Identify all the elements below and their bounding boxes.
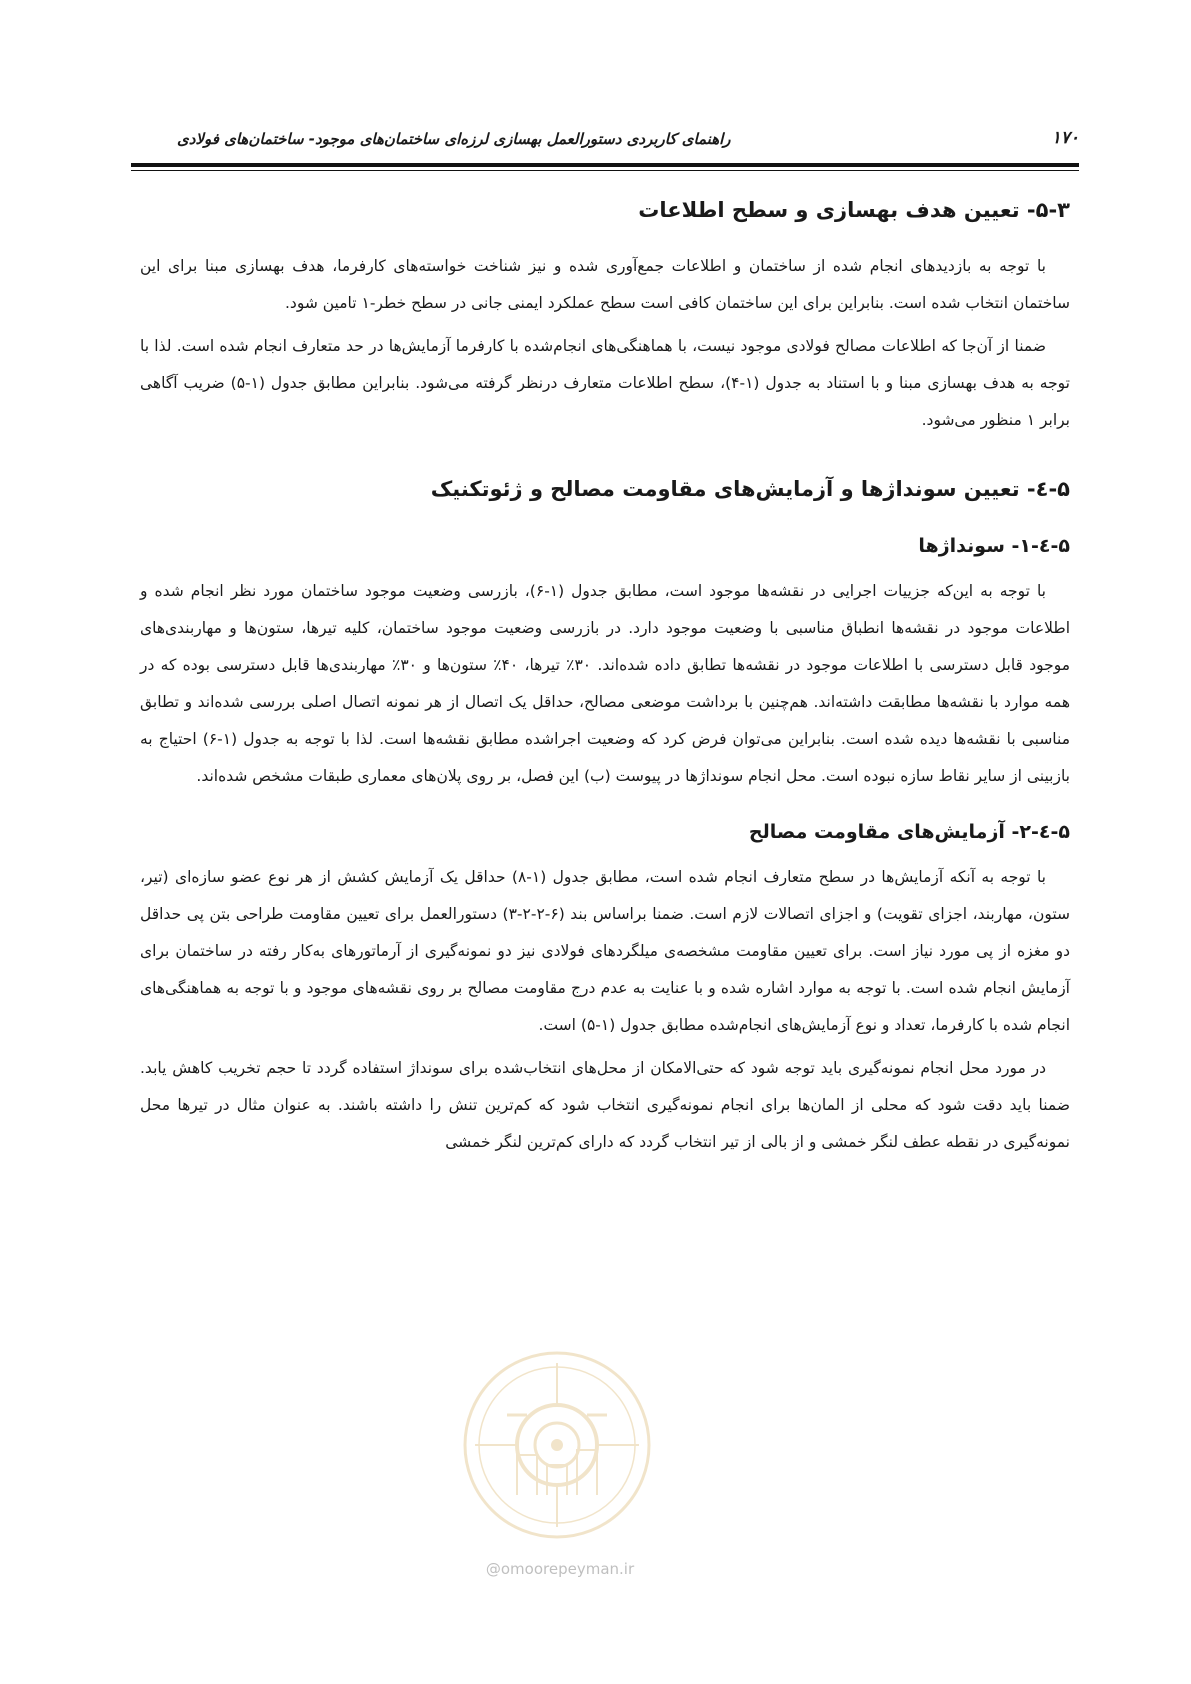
watermark-url: @omoorepeyman.ir xyxy=(485,1560,635,1578)
paragraph: با توجه به این‌که جزییات اجرایی در نقشه‌ها موجود است، مطابق جدول (۱-۶)، بازرسی وضعیت موجود ساختمان مورد نظر انجام شده و اطلاعات موجود در نقشه‌ها انطباق مناسبی با وضعیت موجود دارد. در بازرسی وضعیت موجود ساختمان، کلیه تیرها، ستون‌ها و مهاربندی‌های موجود قابل دسترسی با اطلاعات موجود در نقشه‌ها تطابق داده شده‌اند. ۳۰٪ تیرها، ۴۰٪ ستون‌ها و ۳۰٪ مهاربندی‌ها قابل دسترسی بوده که در همه موارد با نقشه‌ها مطابقت داشته‌اند. هم‌چنین با برداشت موضعی مصالح، حداقل یک اتصال از هر نمونه اتصال اصلی بررسی شده‌اند و تطابق مناسبی با نقشه‌ها دیده شده است. بنابراین می‌توان فرض کرد که وضعیت اجراشده مطابق نقشه‌ها است. لذا با توجه به جدول (۱-۶) احتیاج به بازبینی از سایر نقاط سازه نبوده است. محل انجام سونداژها در پیوست (ب) این فصل، بر روی پلان‌های معماری طبقات مشخص شده‌اند. xyxy=(140,582,1071,785)
paragraph: ضمنا از آن‌جا که اطلاعات مصالح فولادی موجود نیست، با هماهنگی‌های انجام‌شده با کارفرما آزمایش‌ها در حد متعارف انجام شده است. لذا با توجه به هدف بهسازی مبنا و با استناد به جدول (۱-۴)، سطح اطلاعات متعارف درنظر گرفته می‌شود. بنابراین مطابق جدول (۱-۵) ضریب آگاهی برابر ۱ منظور می‌شود. xyxy=(140,337,1070,429)
paragraph: با توجه به آنکه آزمایش‌ها در سطح متعارف انجام شده است، مطابق جدول (۱-۸) حداقل یک آزمایش کشش از هر نوع عضو سازه‌ای (تیر، ستون، مهاربند، اجزای تقویت) و اجزای اتصالات لازم است. ضمنا براساس بند (۶-۲-۲-۳) دستورالعمل برای تعیین مقاومت طراحی بتن پی حداقل دو مغزه از پی مورد نیاز است. برای تعیین مقاومت مشخصه‌ی میلگردهای فولادی نیز دو نمونه‌گیری از آرماتورهای به‌کار رفته در ساختمان برای آزمایش انجام شده است. با توجه به موارد اشاره شده و با عنایت به عدم درج مقاومت مصالح بر روی نقشه‌های موجود و با توجه به هماهنگی‌های انجام شده با کارفرما، تعداد و نوع آزمایش‌های انجام‌شده مطابق جدول (۱-۵) است. xyxy=(140,868,1070,1034)
spacer xyxy=(140,445,1070,461)
paragraph: در مورد محل انجام نمونه‌گیری باید توجه شود که حتی‌الامکان از محل‌های انتخاب‌شده برای سونداژ استفاده گردد تا حجم تخریب کاهش یابد. ضمنا باید دقت شود که محلی از المان‌ها برای انجام نمونه‌گیری انتخاب شود که کم‌ترین تنش را داشته باشند. به عنوان مثال در تیرها محل نمونه‌گیری در نقطه عطف لنگر خمشی و از بالی از تیر انتخاب گردد که دارای کم‌ترین لنگر خمشی xyxy=(140,1059,1070,1151)
running-header-title: راهنمای کاربردی دستورالعمل بهسازی لرزه‌ای ساختمان‌های موجود- ساختمان‌های فولادی xyxy=(177,130,731,148)
subsection-heading-5-4-1: ۵-٤-۱- سونداژها xyxy=(918,535,1070,557)
page-number: ۱۷۰ xyxy=(1051,128,1079,148)
paragraph: با توجه به بازدیدهای انجام شده از ساختمان و اطلاعات جمع‌آوری شده و نیز شناخت خواسته‌های کارفرما، هدف بهسازی مبنا برای این ساختمان انتخاب شده است. بنابراین برای این ساختمان کافی است سطح عملکرد ایمنی جانی در سطح خطر-۱ تامین شود. xyxy=(140,257,1070,312)
page-body xyxy=(140,182,1070,1167)
header-rule-thin xyxy=(131,170,1079,171)
section-heading-5-3: ۵-۳- تعیین هدف بهسازی و سطح اطلاعات xyxy=(638,198,1070,222)
watermark-seal-icon xyxy=(457,1345,657,1545)
subsection-heading-5-4-2: ۵-٤-۲- آزمایش‌های مقاومت مصالح xyxy=(748,821,1070,843)
spacer xyxy=(140,801,1070,807)
running-header xyxy=(131,128,1079,156)
section-heading-5-4: ۵-٤- تعیین سونداژها و آزمایش‌های مقاومت مصالح و ژئوتکنیک xyxy=(430,477,1070,501)
header-rule-thick xyxy=(131,163,1079,167)
